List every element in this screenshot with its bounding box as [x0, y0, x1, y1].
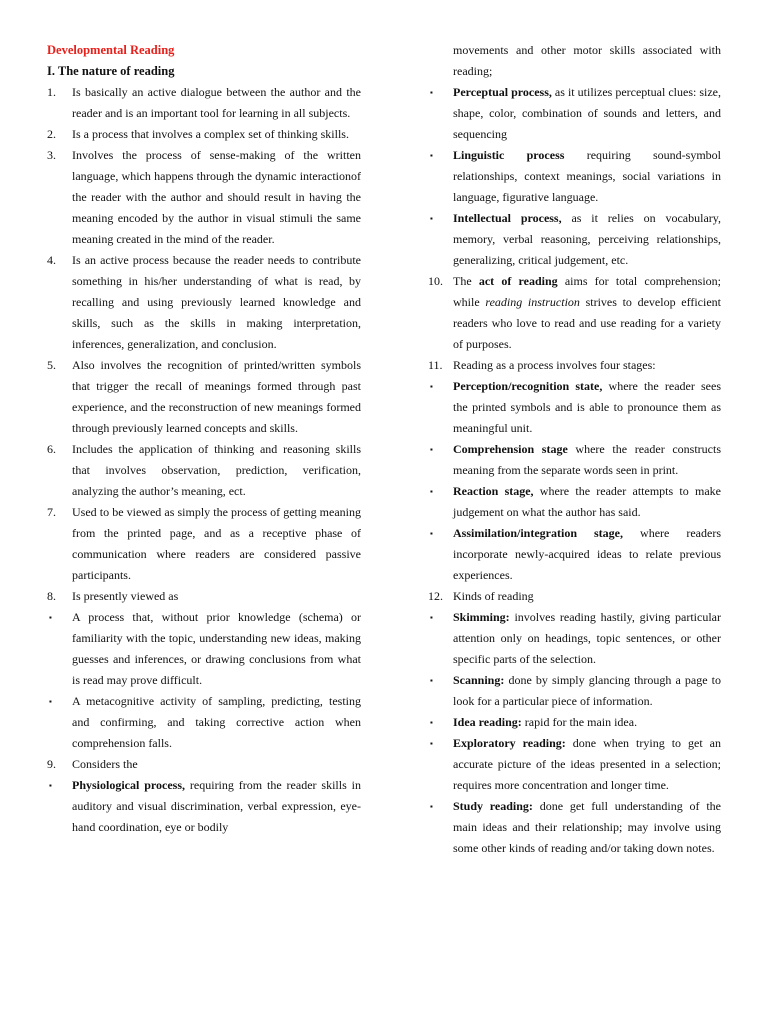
item-bold-term: Comprehension stage — [453, 442, 568, 456]
list-number: 6. — [47, 442, 56, 456]
bullet-marker: ▪ — [430, 88, 433, 97]
bullet-list-item — [428, 82, 721, 145]
bullet-list-item — [47, 775, 361, 838]
item-bold-term: Linguistic process — [453, 148, 565, 162]
item-text: requiring from the reader skills in auditory and visual discrimination, verbal expression, eye-hand coordination, eye or bodily — [72, 778, 361, 834]
item-bold-term: Scanning: — [453, 673, 505, 687]
item-bold-term: Physiological process, — [72, 778, 186, 792]
list-number: 9. — [47, 757, 56, 771]
list-number: 2. — [47, 127, 56, 141]
bullet-list-item — [428, 208, 721, 271]
bullet-list-item — [428, 439, 721, 481]
list-number: 1. — [47, 85, 56, 99]
item-bold-term: Reaction stage, — [453, 484, 534, 498]
list-number: 12. — [428, 589, 443, 603]
item-bold-term: Study reading: — [453, 799, 533, 813]
item-text: done by simply glancing through a page to look for a particular piece of information. — [453, 673, 721, 708]
item-text: as it utilizes perceptual clues: size, shape, color, combination of sounds and letters, and sequencing — [453, 85, 722, 141]
numbered-list-item — [47, 82, 361, 124]
item-text: done get full understanding of the main ideas and their relationship; may involve using some other kinds of reading and/or taking down notes. — [453, 799, 721, 855]
bullet-marker: ▪ — [430, 382, 433, 391]
item-text: Includes the application of thinking and reasoning skills that involves observation, prediction, verification, analyzing the author’s meaning, ect. — [72, 442, 361, 498]
item-text: Is a process that involves a complex set of thinking skills. — [72, 127, 349, 141]
item-italic-term: reading instruction — [485, 295, 580, 309]
numbered-list-item — [47, 124, 361, 145]
list-number: 4. — [47, 253, 56, 267]
bullet-list-item — [428, 523, 721, 586]
item-text: aims for total comprehension; while — [453, 274, 722, 309]
bullet-marker: ▪ — [430, 487, 433, 496]
bullet-list-item — [47, 607, 361, 691]
item-text: Involves the process of sense-making of the written language, which happens through the dynamic interactionof the reader with the author and should result in having the meaning encoded by the author in visual stimuli the same meaning created in the mind of the reader. — [72, 148, 361, 246]
bullet-marker: ▪ — [430, 739, 433, 748]
item-text: requiring sound-symbol relationships, context meanings, social variations in language, figurative language. — [453, 148, 721, 204]
item-bold-term: Perceptual process, — [453, 85, 552, 99]
item-text: rapid for the main idea. — [521, 715, 638, 729]
bullet-marker: ▪ — [49, 781, 52, 790]
bullet-marker: ▪ — [430, 802, 433, 811]
document-title: Developmental Reading — [47, 43, 175, 57]
bullet-list-item — [428, 145, 721, 208]
bullet-marker: ▪ — [430, 718, 433, 727]
item-text: Is presently viewed as — [72, 589, 179, 603]
bullet-list-item — [428, 712, 721, 733]
item-text: Kinds of reading — [453, 589, 534, 603]
item-text: involves reading hastily, giving particular attention only on headings, topic sentences, or other specific parts of the selection. — [453, 610, 721, 666]
bullet-marker: ▪ — [49, 697, 52, 706]
item-text: Considers the — [72, 757, 138, 771]
numbered-list-item — [47, 754, 361, 775]
section-heading: I. The nature of reading — [47, 64, 175, 78]
bullet-marker: ▪ — [430, 214, 433, 223]
item-text: A process that, without prior knowledge (schema) or familiarity with the topic, understanding new ideas, making guesses and inferences, or drawing conclusions from what is read may prove difficult. — [72, 610, 361, 687]
bullet-list-item — [428, 670, 721, 712]
item-bold-term: Exploratory reading: — [453, 736, 566, 750]
left-list — [47, 82, 361, 838]
list-number: 3. — [47, 148, 56, 162]
numbered-list-item — [47, 355, 361, 439]
item-text: where the reader constructs meaning from the separate words seen in print. — [453, 442, 721, 477]
numbered-list-item — [47, 439, 361, 502]
numbered-list-item — [47, 586, 361, 607]
item-text: The — [453, 274, 479, 288]
numbered-list-item — [428, 271, 721, 355]
item-bold-term: Intellectual process, — [453, 211, 562, 225]
item-text: Also involves the recognition of printed/written symbols that trigger the recall of meanings formed through past experience, and the reconstruction of new meanings formed through previously learned concepts and skills. — [72, 358, 361, 435]
list-item-continuation — [428, 40, 721, 82]
numbered-list-item — [428, 355, 721, 376]
item-text: Used to be viewed as simply the process of getting meaning from the printed page, and as a receptive phase of communication where readers are considered passive participants. — [72, 505, 361, 582]
item-text: strives to develop efficient readers who love to read and use reading for a variety of purposes. — [453, 295, 721, 351]
numbered-list-item — [428, 586, 721, 607]
list-number: 11. — [428, 358, 443, 372]
item-text: Reading as a process involves four stages: — [453, 358, 656, 372]
bullet-marker: ▪ — [430, 529, 433, 538]
item-text: where the reader attempts to make judgement on what the author has said. — [453, 484, 721, 519]
bullet-marker: ▪ — [430, 151, 433, 160]
bullet-list-item — [428, 481, 721, 523]
item-text: movements and other motor skills associated with reading; — [453, 43, 721, 78]
bullet-list-item — [428, 376, 721, 439]
bullet-list-item — [428, 733, 721, 796]
item-bold-term: act of reading — [478, 274, 558, 288]
bullet-list-item — [47, 691, 361, 754]
bullet-list-item — [428, 796, 721, 859]
item-bold-term: Idea reading: — [453, 715, 522, 729]
numbered-list-item — [47, 502, 361, 586]
bullet-marker: ▪ — [49, 613, 52, 622]
list-number: 5. — [47, 358, 56, 372]
list-number: 7. — [47, 505, 56, 519]
bullet-marker: ▪ — [430, 445, 433, 454]
bullet-list-item — [428, 607, 721, 670]
item-text: Is basically an active dialogue between the author and the reader and is an important tool for learning in all subjects. — [72, 85, 361, 120]
bullet-marker: ▪ — [430, 613, 433, 622]
numbered-list-item — [47, 145, 361, 250]
right-list — [428, 40, 721, 859]
numbered-list-item — [47, 250, 361, 355]
item-bold-term: Perception/recognition state, — [453, 379, 603, 393]
item-text: Is an active process because the reader needs to contribute something in his/her understanding of what is read, by recalling and using previously learned knowledge and skills, such as the skills in making interpretation, inferences, generalization, and conclusion. — [72, 253, 361, 351]
right-column — [428, 40, 721, 859]
item-bold-term: Skimming: — [453, 610, 510, 624]
list-number: 10. — [428, 274, 443, 288]
item-text: where the reader sees the printed symbols and is able to pronounce them as meaningful unit. — [453, 379, 721, 435]
item-text: as it relies on vocabulary, memory, verbal reasoning, perceiving relationships, generalizing, critical judgement, etc. — [453, 211, 721, 267]
bullet-marker: ▪ — [430, 676, 433, 685]
item-text: A metacognitive activity of sampling, predicting, testing and confirming, and taking corrective action when comprehension falls. — [72, 694, 361, 750]
item-text: done when trying to get an accurate picture of the ideas presented in a selection; requires more concentration and longer time. — [453, 736, 721, 792]
left-column — [47, 40, 361, 838]
item-text: where readers incorporate newly-acquired ideas to relate previous experiences. — [453, 526, 721, 582]
list-number: 8. — [47, 589, 56, 603]
item-bold-term: Assimilation/integration stage, — [453, 526, 624, 540]
